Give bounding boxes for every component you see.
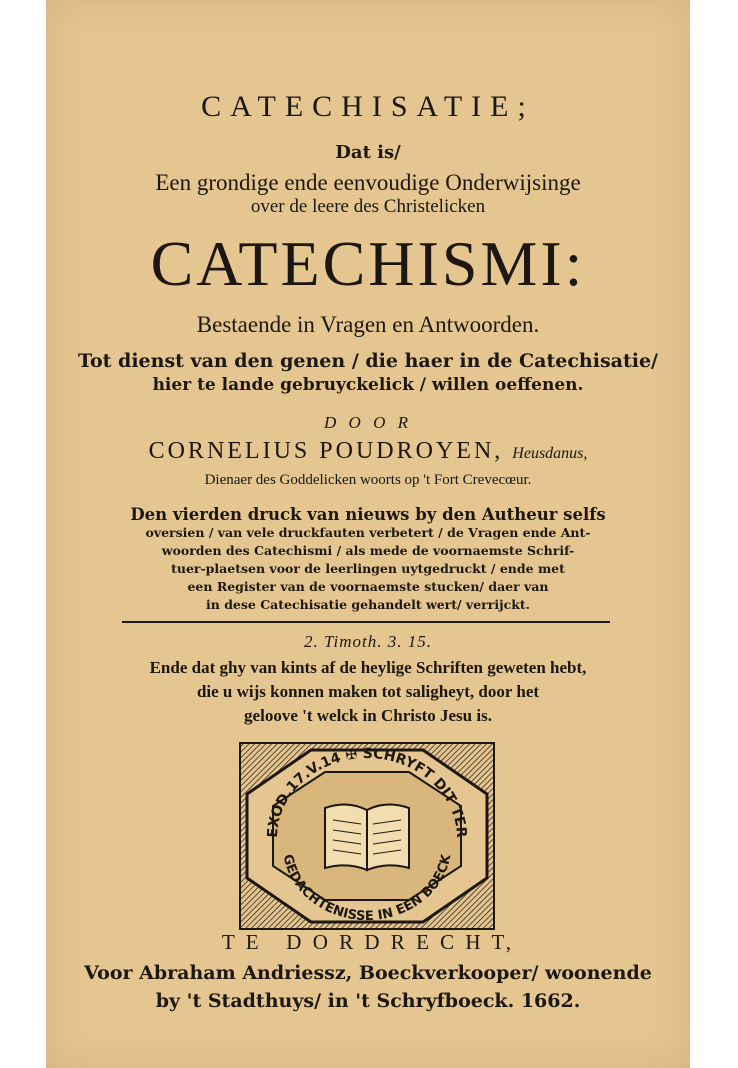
imprint-place: T E D O R D R E C H T, [222, 930, 514, 954]
bestaende-line: Bestaende in Vragen en Antwoorden. [196, 312, 540, 337]
edition-line-4: tuer-plaetsen voor de leerlingen uytgedruckt / ende met [171, 561, 565, 576]
author-name: CORNELIUS POUDROYEN, [148, 438, 504, 464]
emblem-bottom-text: GEDACHTENISSE IN EEN BOECK [279, 853, 455, 925]
open-book-icon [325, 804, 409, 870]
edition-line-5: een Register van de voornaemste stucken/ daer van [187, 579, 549, 594]
door-label: D O O R [324, 413, 412, 432]
scripture-reference: 2. Timoth. 3. 15. [304, 632, 432, 651]
quote-line-3: geloove 't welck in Christo Jesu is. [244, 706, 492, 725]
imprint-line-1: Voor Abraham Andriessz, Boeckverkooper/ woonende [84, 962, 652, 984]
author-line [46, 438, 690, 465]
dat-is-line: Dat is/ [335, 142, 401, 163]
quote-line-2: die u wijs konnen maken tot saligheyt, door het [196, 682, 540, 701]
quote-line-1: Ende dat ghy van kints af de heylige Schriften geweten hebt, [149, 658, 587, 677]
purpose-line-2: hier te lande gebruyckelick / willen oeffenen. [152, 375, 584, 395]
edition-line-2: oversien / van vele druckfauten verbetert / de Vragen ende Ant- [145, 525, 591, 540]
divider-rule [122, 621, 610, 623]
emblem-top-text: EXOD.17.V.14 ✠ SCHRYFT DIT TER [264, 745, 470, 839]
edition-line-1: Den vierden druck van nieuws by den Autheur selfs [130, 505, 606, 524]
title-page [46, 0, 690, 1068]
author-origin: Heusdanus, [512, 445, 588, 462]
main-title: CATECHISMI: [150, 228, 586, 299]
edition-line-3: woorden des Catechismi / als mede de voornaemste Schrif- [161, 543, 575, 558]
purpose-line-1: Tot dienst van den genen / die haer in de Catechisatie/ [78, 350, 658, 372]
subtitle-line-2: over de leere des Christelicken [250, 196, 486, 217]
printers-emblem-icon [239, 742, 495, 930]
imprint-line-2: by 't Stadthuys/ in 't Schryfboeck. 1662. [155, 990, 581, 1012]
subtitle-line-1: Een grondige ende eenvoudige Onderwijsinge [155, 170, 581, 195]
title: CATECHISATIE; [201, 90, 535, 123]
edition-line-6: in dese Catechisatie gehandelt wert/ verrijckt. [206, 597, 530, 612]
author-role: Dienaer des Goddelicken woorts op 't Fort Crevecœur. [204, 472, 532, 488]
